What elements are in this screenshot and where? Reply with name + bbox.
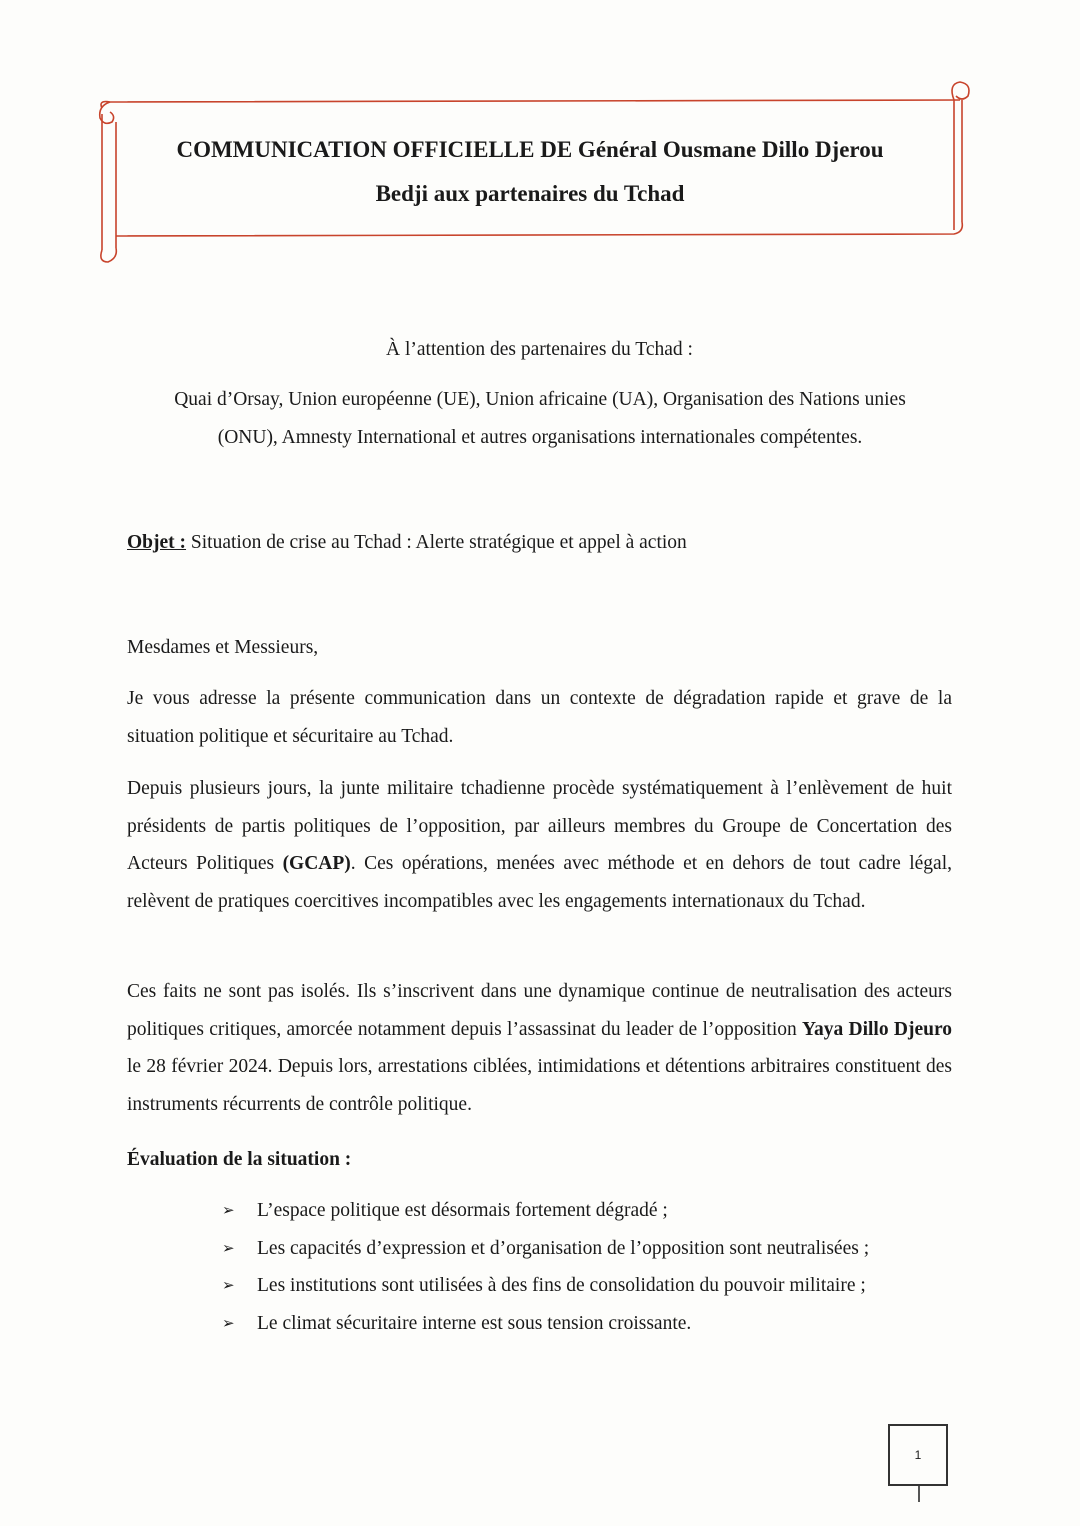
list-item-text: Les institutions sont utilisées à des fins de consolidation du pouvoir militaire ; bbox=[257, 1275, 866, 1296]
list-item-text: L’espace politique est désormais fortement dégradé ; bbox=[257, 1200, 668, 1221]
subject-label: Objet : bbox=[127, 532, 187, 553]
paragraph-2-text-a: Depuis plusieurs jours, la junte militaire tchadienne procède systématiquement à l’enlèvement de huit présidents de partis politiques de l’opposition, par ailleurs membres du Groupe de Concertation des Acteurs Politiques bbox=[127, 778, 952, 874]
subject-text: Situation de crise au Tchad : Alerte stratégique et appel à action bbox=[186, 532, 687, 553]
subject-line bbox=[127, 524, 952, 562]
addressees-line-2: (ONU), Amnesty International et autres organisations internationales compétentes. bbox=[217, 427, 863, 448]
title-line-1: COMMUNICATION OFFICIELLE DE Général Ousmane Dillo Djerou bbox=[176, 137, 884, 162]
arrowhead-bullet-icon: ➢ bbox=[222, 1201, 235, 1219]
list-item-text: Le climat sécuritaire interne est sous tension croissante. bbox=[257, 1312, 692, 1334]
document-title bbox=[128, 128, 932, 216]
list-item bbox=[222, 1192, 962, 1230]
list-item bbox=[222, 1305, 962, 1343]
paragraph-2 bbox=[127, 770, 952, 920]
paragraph-2-text-b: . Ces opérations, menées avec méthode et en dehors de tout cadre légal, relèvent de pratiques coercitives incompatibles avec les engagements internationaux du Tchad. bbox=[127, 853, 952, 912]
arrowhead-bullet-icon: ➢ bbox=[222, 1313, 235, 1332]
list-item-text: Les capacités d’expression et d’organisation de l’opposition sont neutralisées ; bbox=[257, 1237, 870, 1259]
gcap-acronym: (GCAP) bbox=[282, 853, 351, 874]
salutation: Mesdames et Messieurs, bbox=[127, 637, 319, 658]
paragraph-1: Je vous adresse la présente communication dans un contexte de dégradation rapide et grave de la situation politique et sécuritaire au Tchad. bbox=[127, 688, 952, 747]
paragraph-3-text-b: le 28 février 2024. Depuis lors, arrestations ciblées, intimidations et détentions arbitraires constituent des instruments récurrents de contrôle politique. bbox=[127, 1056, 952, 1115]
evaluation-list bbox=[222, 1192, 962, 1342]
paragraph-3-text-a: Ces faits ne sont pas isolés. Ils s’inscrivent dans une dynamique continue de neutralisation des acteurs politiques critiques, amorcée notamment depuis l’assassinat du leader de l’opposition bbox=[127, 981, 952, 1040]
opposition-leader-name: Yaya Dillo Djeuro bbox=[802, 1018, 952, 1040]
addressees bbox=[118, 381, 962, 457]
list-item bbox=[222, 1230, 962, 1268]
attention-line: À l’attention des partenaires du Tchad : bbox=[386, 339, 693, 360]
addressees-line-1: Quai d’Orsay, Union européenne (UE), Union africaine (UA), Organisation des Nations unies bbox=[174, 389, 906, 410]
paragraph-3 bbox=[127, 973, 952, 1123]
arrowhead-bullet-icon: ➢ bbox=[222, 1238, 235, 1257]
title-line-2: Bedji aux partenaires du Tchad bbox=[375, 181, 685, 206]
arrowhead-bullet-icon: ➢ bbox=[222, 1276, 235, 1294]
evaluation-heading: Évaluation de la situation : bbox=[127, 1149, 352, 1170]
page-number-tick bbox=[918, 1486, 920, 1502]
page-number-box bbox=[888, 1424, 948, 1486]
list-item bbox=[222, 1267, 962, 1305]
page-number: 1 bbox=[914, 1448, 922, 1462]
